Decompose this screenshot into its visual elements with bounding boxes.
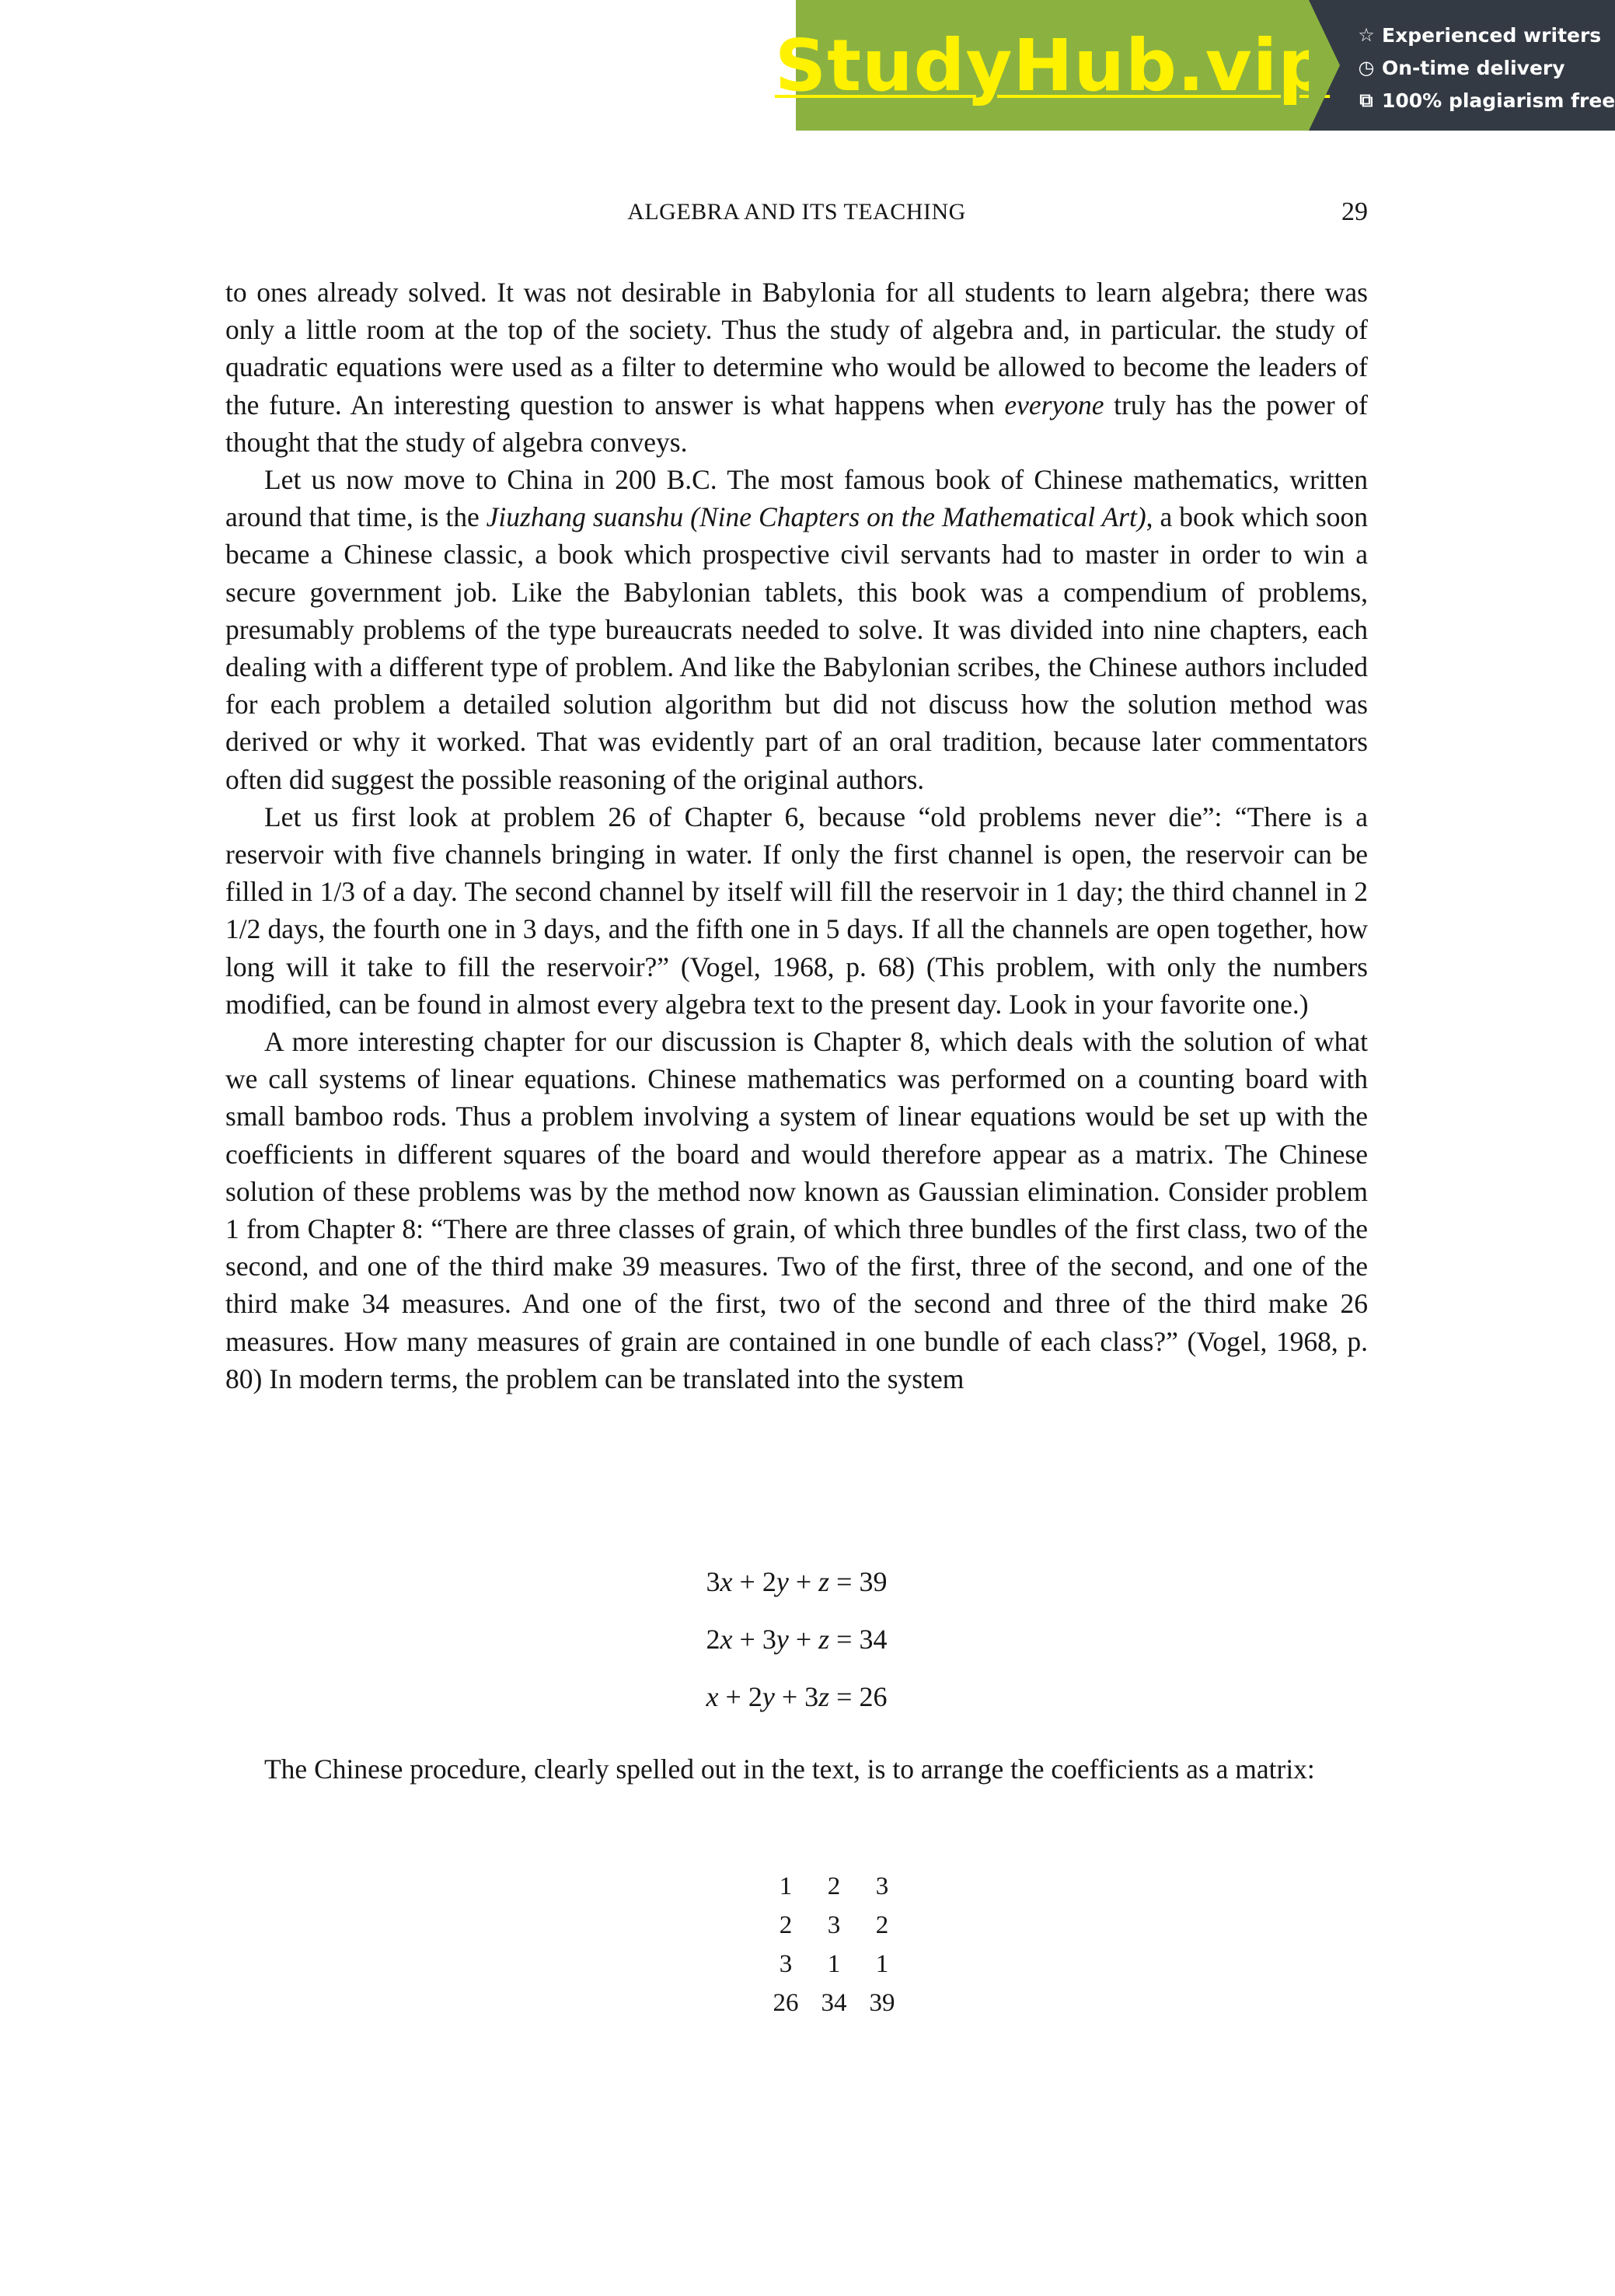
text-run: truly has the power of thought that the study of algebra conveys.: [225, 389, 1368, 458]
feature-label: On-time delivery: [1382, 56, 1565, 79]
text-run: + 3: [732, 1624, 776, 1655]
matrix-row: [762, 1867, 906, 1906]
studyhub-banner[interactable]: [774, 0, 1615, 131]
running-title: ALGEBRA AND ITS TEACHING: [627, 199, 966, 225]
equation: [225, 1553, 1368, 1610]
page-number: 29: [1341, 197, 1368, 226]
matrix-cell: 3: [875, 1872, 889, 1900]
matrix-cell: 34: [821, 1988, 847, 2017]
brand-logo: StudyHub.vip: [774, 23, 1331, 107]
matrix-cell: 1: [779, 1872, 793, 1900]
matrix-row: [762, 1906, 906, 1945]
matrix-table: [762, 1867, 906, 2022]
text-run: , a book which soon became a Chinese classic, a book which prospective civil servants had to master in order to win a secure government job. Like the Babylonian tablets, this book was a compendium of problems, presumably problems of the type bureaucrats needed to solve. It was divided into nine chapters, each dealing with a different type of problem. And like the Babylonian scribes, the Chinese authors included for each problem a detailed solution algorithm but did not discuss how the solution method was derived or why it worked. That was evidently part of an oral tradition, because later commentators often did suggest the possible reasoning of the original authors.: [225, 501, 1368, 795]
matrix-cell: 1: [827, 1949, 841, 1978]
equation: [225, 1610, 1368, 1668]
text-run: A more interesting chapter for our discussion is Chapter 8, which deals with the solution of what we call systems of linear equations. Chinese mathematics was performed on a counting board with small bamboo rods. Thus a problem involving a system of linear equations would be set up with the coefficients in different squares of the board and would therefore appear as a matrix. The Chinese solution of these problems was by the method now known as Gaussian elimination. Consider problem 1 from Chapter 8: “There are three classes of grain, of which three bundles of the first class, two of the second, and one of the third make 39 measures. Two of the first, three of the second, and one of the third make 34 measures. And one of the first, two of the second and three of the third make 26 measures. How many measures of grain are contained in one bundle of each class?” (Vogel, 1968, p. 80) In modern terms, the problem can be translated into the system: [225, 1026, 1368, 1394]
matrix-cell: 26: [773, 1988, 799, 2017]
coefficient-matrix: [762, 1867, 906, 2022]
matrix-row: [762, 1945, 906, 1984]
italic-text: x: [720, 1566, 733, 1597]
equation: [225, 1668, 1368, 1725]
italic-text: everyone: [1004, 389, 1104, 420]
italic-text: Jiuzhang suanshu (Nine Chapters on the Mathematical Art): [486, 501, 1146, 533]
copy-icon: ⧉: [1359, 89, 1373, 111]
matrix-cell: 2: [875, 1910, 889, 1939]
equation-system: [225, 1553, 1368, 1725]
body-text: [225, 274, 1368, 1397]
matrix-cell: 39: [869, 1988, 895, 2017]
text-run: + 3: [774, 1681, 819, 1712]
text-run: = 34: [829, 1624, 888, 1655]
matrix-row: [762, 1984, 906, 2022]
paragraph: The Chinese procedure, clearly spelled out in the text, is to arrange the coefficients as a matrix:: [264, 1753, 1315, 1785]
feature-label: 100% plagiarism free: [1382, 89, 1615, 112]
text-run: + 2: [732, 1566, 776, 1597]
paragraph: [225, 1023, 1368, 1397]
body-text-continued: [225, 1750, 1368, 1788]
clock-icon: ◷: [1358, 57, 1375, 79]
italic-text: z: [818, 1624, 830, 1655]
matrix-cell: 1: [875, 1949, 889, 1978]
paragraph: [225, 798, 1368, 1023]
matrix-cell: 2: [827, 1872, 841, 1900]
italic-text: z: [818, 1681, 830, 1712]
italic-text: y: [776, 1566, 789, 1597]
matrix-cell: 2: [779, 1910, 793, 1939]
paragraph: [225, 274, 1368, 461]
feature-item: [1355, 19, 1615, 51]
matrix-cell: 3: [827, 1910, 841, 1939]
text-run: = 39: [829, 1566, 888, 1597]
brand-panel: [774, 0, 1331, 131]
running-head: [225, 199, 1368, 233]
paragraph: [225, 461, 1368, 798]
text-run: to ones already solved. It was not desirable in Babylonia for all students to learn algebra; there was only a little room at the top of the society. Thus the study of algebra and, in particular. the study of quadratic equations were used as a filter to determine who would be allowed to become the leaders of the future. An interesting question to answer is what happens when: [225, 277, 1368, 420]
text-run: +: [788, 1624, 819, 1655]
text-run: + 2: [718, 1681, 762, 1712]
text-run: +: [788, 1566, 819, 1597]
feature-item: [1355, 51, 1615, 84]
star-outline-icon: ☆: [1358, 24, 1375, 46]
text-run: Let us now move to China in 200 B.C. The most famous book of Chinese mathematics, written around that time, is the: [225, 464, 1368, 533]
text-run: = 26: [829, 1681, 888, 1712]
feature-label: Experienced writers: [1382, 23, 1602, 47]
italic-text: x: [706, 1681, 719, 1712]
feature-item: [1355, 84, 1615, 117]
text-run: 3: [706, 1566, 720, 1597]
feature-list: [1309, 0, 1615, 131]
italic-text: z: [818, 1566, 830, 1597]
italic-text: x: [720, 1624, 733, 1655]
text-run: 2: [706, 1624, 720, 1655]
italic-text: y: [776, 1624, 789, 1655]
matrix-cell: 3: [779, 1949, 793, 1978]
italic-text: y: [762, 1681, 775, 1712]
text-run: Let us first look at problem 26 of Chapter 6, because “old problems never die”: “There is a reservoir with five channels bringing in water. If only the first channel is open, the reservoir can be filled in 1/3 of a day. The second channel by itself will fill the reservoir in 1 day; the third channel in 2 1/2 days, the fourth one in 3 days, and the fifth one in 5 days. If all the channels are open together, how long will it take to fill the reservoir?” (Vogel, 1968, p. 68) (This problem, with only the numbers modified, can be found in almost every algebra text to the present day. Look in your favorite one.): [225, 801, 1368, 1020]
